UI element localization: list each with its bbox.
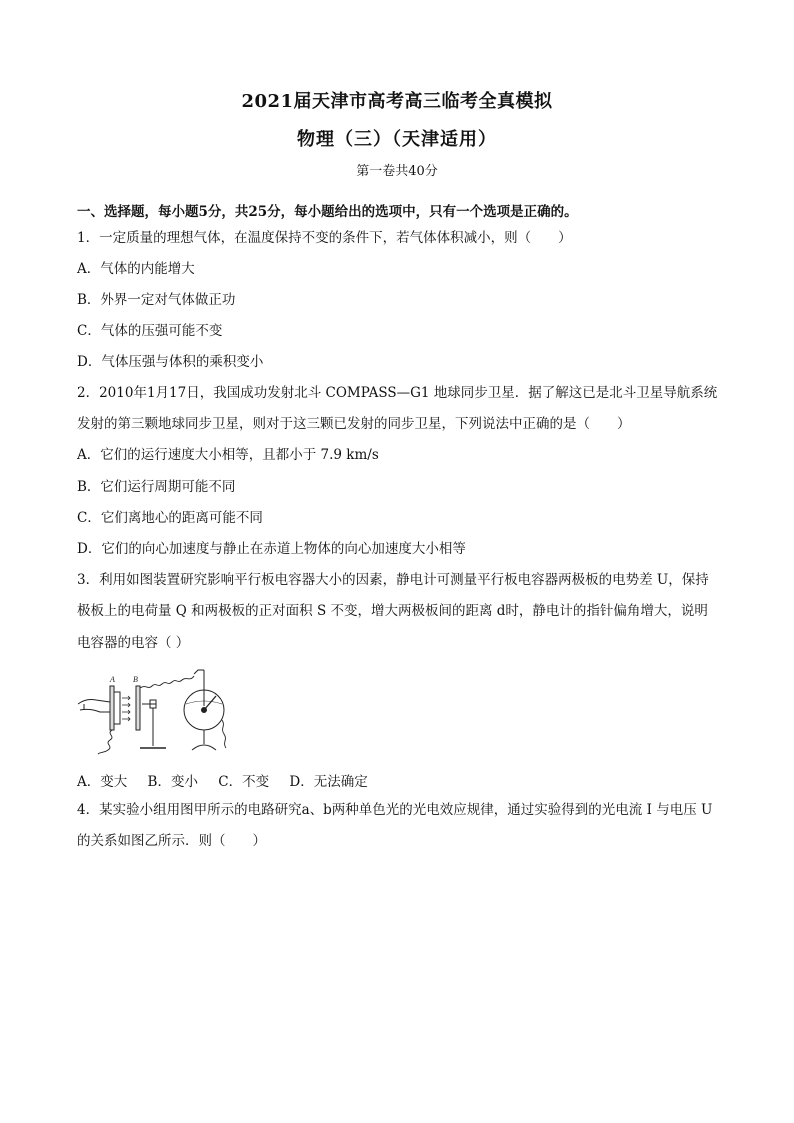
q2-option-b: B．它们运行周期可能不同 (77, 479, 236, 495)
q2-stem-line2: 发射的第三颗地球同步卫星，则对于这三颗已发射的同步卫星，下列说法中正确的是（ ） (77, 416, 631, 432)
q2-option-c: C．它们离地心的距离可能不同 (77, 510, 263, 526)
q3-stem-line3: 电容器的电容（ ） (77, 635, 190, 651)
q1-stem: 1．一定质量的理想气体，在温度保持不变的条件下，若气体体积减小，则（ ） (77, 230, 572, 246)
q1-option-a: A．气体的内能增大 (77, 261, 195, 277)
q1-option-b: B．外界一定对气体做正功 (77, 292, 236, 308)
q3-option-b: B．变小 (147, 774, 198, 790)
q2-option-a: A．它们的运行速度大小相等，且都小于 7.9 km/s (77, 447, 379, 463)
exam-subtitle: 物理（三）（天津适用） (297, 129, 497, 150)
q2-option-d: D．它们的向心加速度与静止在赤道上物体的向心加速度大小相等 (77, 541, 466, 557)
q4-stem-line2: 的关系如图乙所示．则（ ） (77, 833, 266, 849)
q3-stem-line1: 3．利用如图装置研究影响平行板电容器大小的因素，静电计可测量平行板电容器两极板的电势差 U，保持 (77, 572, 709, 588)
plate-a-label: A (110, 675, 115, 684)
volume-note: 第一卷共40分 (356, 164, 438, 179)
q4-stem-line1: 4．某实验小组用图甲所示的电路研究a、b两种单色光的光电效应规律，通过实验得到的光电流 I 与电压 U (77, 802, 713, 818)
q3-option-c: C．不变 (218, 774, 270, 790)
plate-b-label: B (133, 675, 138, 684)
capacitor-electroscope-figure (76, 664, 236, 756)
q3-option-d: D．无法确定 (289, 774, 368, 790)
q3-options (77, 770, 368, 790)
q3-option-a: A．变大 (77, 774, 128, 790)
q2-stem-line1: 2．2010年1月17日，我国成功发射北斗 COMPASS—G1 地球同步卫星．据了解这已是北斗卫星导航系统 (77, 385, 718, 401)
q1-option-d: D．气体压强与体积的乘积变小 (77, 354, 264, 370)
exam-title: 2021届天津市高考高三临考全真模拟 (241, 91, 553, 112)
q3-stem-line2: 极板上的电荷量 Q 和两极板的正对面积 S 不变，增大两极板间的距离 d时，静电计的指针偏角增大，说明 (77, 603, 708, 619)
q1-option-c: C．气体的压强可能不变 (77, 323, 223, 339)
section-heading: 一、选择题，每小题5分，共25分，每小题给出的选项中，只有一个选项是正确的。 (77, 204, 578, 220)
